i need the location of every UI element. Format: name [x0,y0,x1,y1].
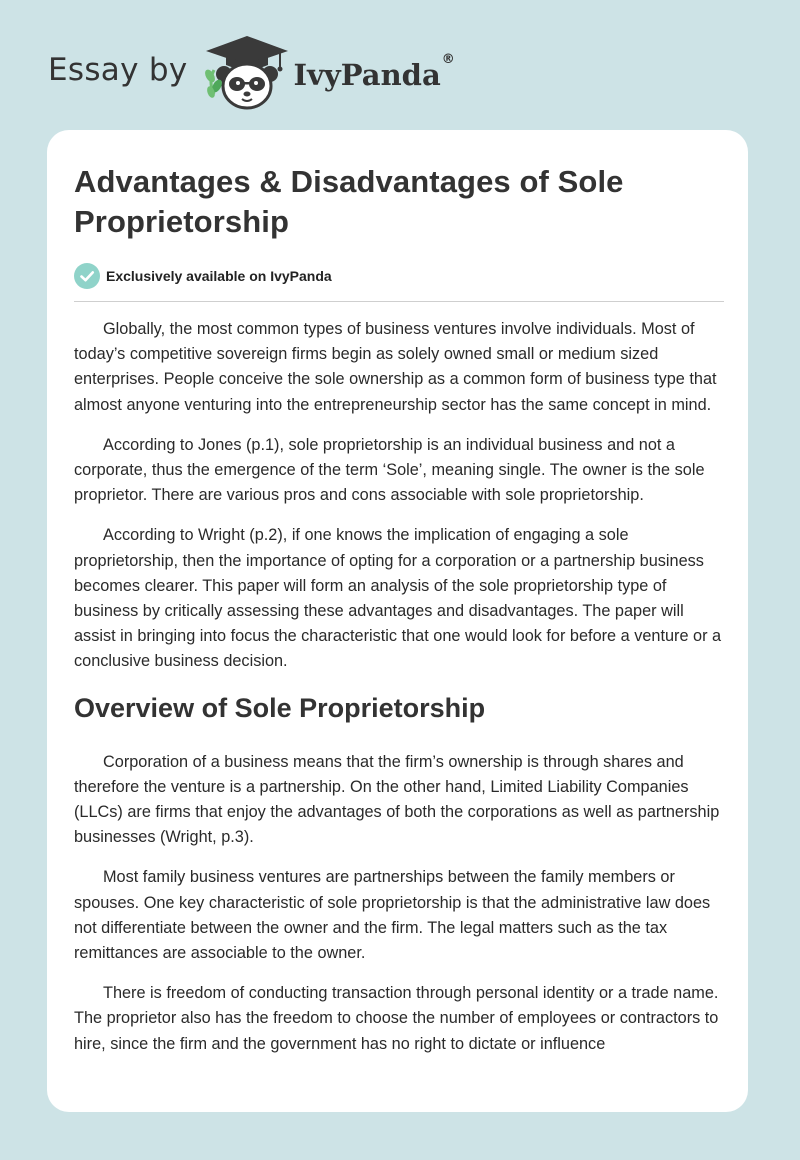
check-circle-icon [74,263,100,289]
registered-mark: ® [441,52,455,67]
overview-paragraph-1: Corporation of a business means that the firm’s ownership is through shares and therefore the venture is a partnership. On the other hand, Limited Liability Companies (LLCs) are firms that enjoy the advantages of both the corporations as well as partnership businesses (Wright, p.3). [74,752,720,847]
intro-paragraph-3: According to Wright (p.2), if one knows the implication of engaging a sole proprietorship, then the importance of opting for a corporation or a partnership business becomes clearer. This paper will form an analysis of the sole proprietorship type of business by critically assessing these advantages and disadvantages. The paper will assist in bringing into focus the characteristic that one would look for before a venture or a conclusive business decision. [74,526,722,671]
overview-paragraph-2: Most family business ventures are partnerships between the family members or spouses. One key characteristic of sole proprietorship is that the administrative law does not differentiate between the owner and the firm. The legal matters such as the tax remittances are associable to the owner. [74,868,711,963]
panda-graduate-icon [202,34,292,114]
exclusive-badge-text: Exclusively available on IvyPanda [106,268,332,284]
brand-prefix: Essay by [48,52,188,88]
essay-content [74,162,724,1057]
brand-name: IvyPanda® [293,52,455,92]
intro-paragraph-2: According to Jones (p.1), sole proprietorship is an individual business and not a corporate, thus the emergence of the term ‘Sole’, meaning single. The owner is the sole proprietor. There are various pros and cons associable with sole proprietorship. [74,435,705,505]
exclusive-badge [74,263,724,289]
section-heading-overview: Overview of Sole Proprietorship [74,692,486,723]
essay-card [47,130,748,1112]
essay-title: Advantages & Disadvantages of Sole Proprietorship [74,164,624,239]
title-divider [74,301,724,302]
overview-paragraph-3: There is freedom of conducting transaction through personal identity or a trade name. The proprietor also has the freedom to choose the number of employees or contractors to hire, since the firm and the government has no right to dictate or influence [74,984,719,1053]
brand-header [48,34,455,114]
intro-paragraph-1: Globally, the most common types of business ventures involve individuals. Most of today’s competitive sovereign firms begin as solely owned small or medium sized enterprises. People conceive the sole ownership as a common form of business type that almost anyone venturing into the entrepreneurship sector has the same concept in mind. [74,320,717,414]
